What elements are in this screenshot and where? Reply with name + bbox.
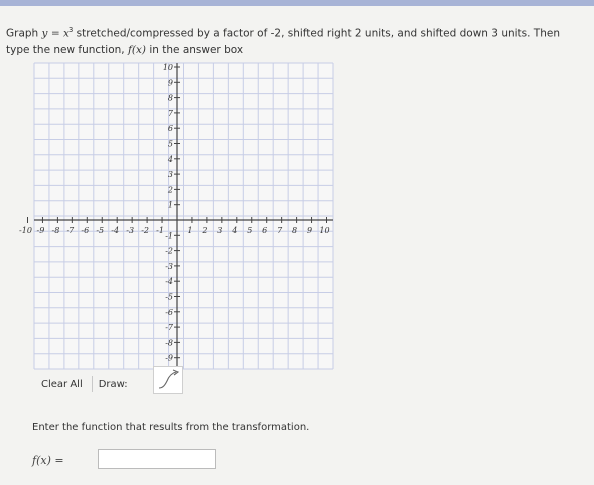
y-tick-label: 4 xyxy=(167,154,173,164)
y-tick-label: -9 xyxy=(165,353,173,363)
exponent: 3 xyxy=(68,26,74,34)
y-tick-label: 6 xyxy=(167,124,173,134)
base-function: y = x xyxy=(41,27,69,40)
x-tick-label: 4 xyxy=(232,226,238,235)
x-tick-label: -9 xyxy=(36,226,45,235)
y-tick-label: -1 xyxy=(165,231,173,241)
y-tick-label: 5 xyxy=(167,139,173,149)
y-tick-label: -7 xyxy=(165,323,173,333)
graph-controls xyxy=(38,376,128,392)
y-tick-label: 1 xyxy=(167,200,173,210)
y-tick-label: 3 xyxy=(167,170,173,180)
x-tick-label: -4 xyxy=(111,226,120,235)
x-tick-label: -7 xyxy=(66,226,75,235)
x-tick-label: 8 xyxy=(292,226,298,235)
y-tick-label: 9 xyxy=(167,78,173,88)
x-tick-label: -8 xyxy=(51,226,60,235)
x-tick-label: 5 xyxy=(247,226,253,235)
y-tick-label: 7 xyxy=(167,108,173,118)
y-tick-label: -4 xyxy=(165,277,173,287)
function-notation: f(x) xyxy=(127,43,146,56)
x-tick-label: -10 xyxy=(19,226,32,235)
x-tick-label: 9 xyxy=(307,226,313,235)
x-tick-label: -2 xyxy=(141,226,149,235)
y-tick-label: 10 xyxy=(162,63,173,72)
y-tick-label: -5 xyxy=(165,292,173,302)
x-tick-label: 7 xyxy=(277,226,283,235)
y-tick-label: -8 xyxy=(165,338,173,348)
clear-all-button[interactable]: Clear All xyxy=(41,378,83,390)
curve-draw-icon xyxy=(154,367,182,393)
x-tick-label: -3 xyxy=(126,226,135,235)
x-tick-label: 6 xyxy=(262,226,268,235)
y-tick-label: -6 xyxy=(165,307,173,317)
x-tick-label: 1 xyxy=(187,226,193,235)
x-tick-label: 3 xyxy=(217,226,223,235)
y-tick-label: -2 xyxy=(165,246,173,256)
y-tick-label: 8 xyxy=(167,93,173,103)
answer-instruction: Enter the function that results from the transformation. xyxy=(32,422,310,433)
y-tick-label: -3 xyxy=(165,261,173,271)
divider xyxy=(92,376,93,392)
y-tick-label: 2 xyxy=(167,185,173,195)
x-tick-label: 2 xyxy=(202,226,208,235)
x-tick-label: -6 xyxy=(81,226,90,235)
x-tick-label: -1 xyxy=(156,226,164,235)
curve-draw-tool-button[interactable] xyxy=(153,366,183,394)
answer-function-label: f(x) = xyxy=(32,454,64,467)
x-tick-label: -5 xyxy=(96,226,105,235)
question-prompt: Graph $y = x^3$ stretched/compressed by a factor of -2, shifted right 2 units, and shifted down 3 units. Then type the new function, f(x) in the answer box xyxy=(6,26,560,56)
answer-input[interactable] xyxy=(98,449,216,469)
draw-label: Draw: xyxy=(98,378,128,390)
x-tick-label: 10 xyxy=(319,226,330,235)
